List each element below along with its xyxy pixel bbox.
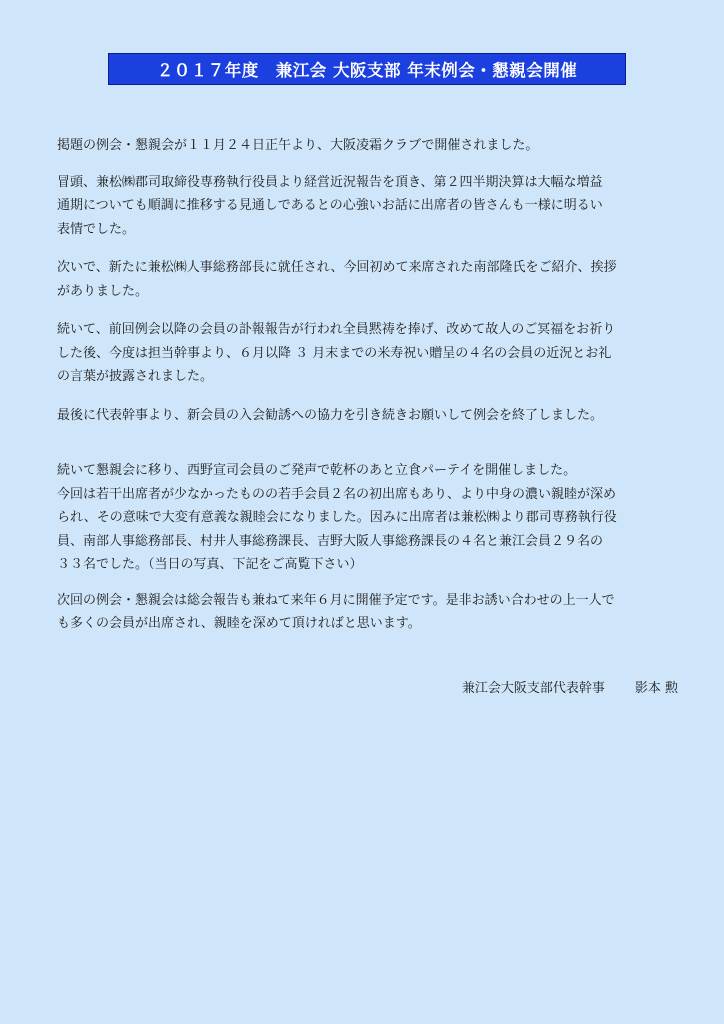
text-line: 掲題の例会・懇親会が１１月２４日正午より、大阪凌霜クラブで開催されました。 xyxy=(57,138,539,153)
paragraph-3 xyxy=(57,256,683,303)
text-line: 員、南部人事総務部長、村井人事総務課長、吉野大阪人事総務課長の４名と兼江会員２９名の xyxy=(57,533,604,549)
signature-name: 影本 勲 xyxy=(634,681,678,696)
title-banner xyxy=(108,53,626,85)
text-line: も多くの会員が出席され、親睦を深めて頂ければと思います。 xyxy=(57,616,421,631)
text-line: の言葉が披露されました。 xyxy=(57,369,214,384)
signature xyxy=(462,678,678,700)
paragraph-6 xyxy=(57,459,683,483)
text-line: がありました。 xyxy=(57,283,149,299)
text-line: 続いて懇親会に移り、西野宣司会員のご発声で乾杯のあと立食パーテイを開催しました。 xyxy=(57,463,577,478)
text-line: 次回の例会・懇親会は総会報告も兼ねて来年６月に開催予定です。是非お誘い合わせの上一人で xyxy=(57,592,615,608)
page-title: ２０１７年度 兼江会 大阪支部 年末例会・懇親会開催 xyxy=(156,61,578,80)
paragraph-8 xyxy=(57,589,683,636)
paragraph-2 xyxy=(57,171,683,242)
paragraph-4 xyxy=(57,318,683,389)
text-line: られ、その意味で大変有意義な親睦会になりました。因みに出席者は兼松㈱より郡司専務執行役 xyxy=(57,510,617,525)
paragraph-7 xyxy=(57,483,683,577)
paragraph-5 xyxy=(57,404,683,428)
text-line: 続いて、前回例会以降の会員の訃報報告が行われ全員黙祷を捧げ、改めて故人のご冥福をお祈り xyxy=(57,322,616,337)
text-line: 最後に代表幹事より、新会員の入会勧誘への協力を引き続きお願いして例会を終了しました。 xyxy=(57,407,604,423)
text-line: ３３名でした。（当日の写真、下記をご高覧下さい） xyxy=(57,557,363,572)
text-line: 次いで、新たに兼松㈱人事総務部長に就任され、今回初めて来席された南部隆氏をご紹介、挨拶 xyxy=(57,260,617,275)
text-line: 冒頭、兼松㈱郡司取締役専務執行役員より経営近況報告を頂き、第２四半期決算は大幅な増益 xyxy=(57,174,603,190)
signature-role: 兼江会大阪支部代表幹事 xyxy=(461,681,605,696)
text-line: した後、今度は担当幹事より、６月以降 ３ 月末までの米寿祝い贈呈の４名の会員の近況とお礼 xyxy=(57,345,612,361)
document-body xyxy=(57,134,683,650)
text-line: 今回は若干出席者が少なかったものの若手会員２名の初出席もあり、より中身の濃い親睦が深め xyxy=(57,486,617,502)
paragraph-1 xyxy=(57,134,683,158)
text-line: 通期についても順調に推移する見通しであるとの心強いお話に出席者の皆さんも一様に明るい xyxy=(57,198,603,213)
text-line: 表情でした。 xyxy=(57,221,136,237)
